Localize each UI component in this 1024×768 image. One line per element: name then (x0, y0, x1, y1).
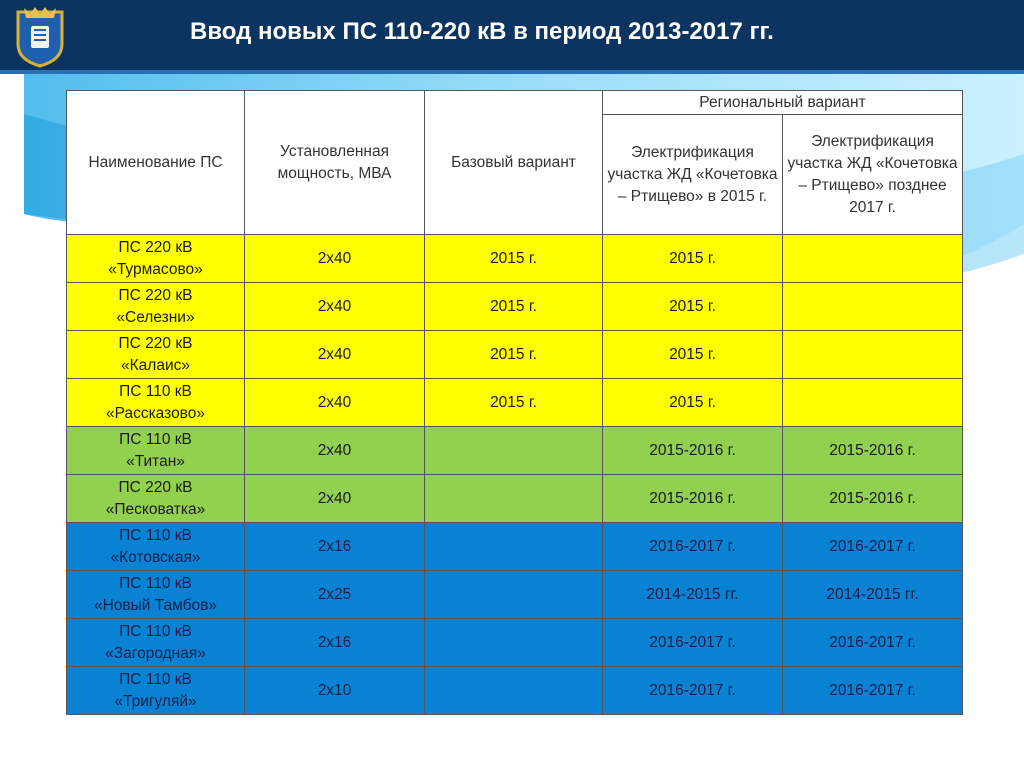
capacity-cell: 2х10 (245, 667, 425, 715)
base-cell (425, 475, 603, 523)
regional-2015-cell: 2016-2017 г. (603, 619, 783, 667)
regional-2015-cell: 2015 г. (603, 379, 783, 427)
regional-after-2017-cell: 2014-2015 гг. (783, 571, 963, 619)
regional-after-2017-cell (783, 283, 963, 331)
substation-name: ПС 220 кВ «Калаис» (67, 331, 245, 379)
substation-name: ПС 220 кВ «Песковатка» (67, 475, 245, 523)
table-row (67, 619, 963, 667)
regional-2015-cell: 2016-2017 г. (603, 523, 783, 571)
regional-after-2017-cell (783, 235, 963, 283)
regional-2015-cell: 2016-2017 г. (603, 667, 783, 715)
regional-2015-cell: 2015-2016 г. (603, 427, 783, 475)
capacity-cell: 2х40 (245, 475, 425, 523)
substation-name: ПС 110 кВ «Котовская» (67, 523, 245, 571)
substation-name: ПС 110 кВ «Новый Тамбов» (67, 571, 245, 619)
base-cell: 2015 г. (425, 283, 603, 331)
regional-2015-cell: 2015 г. (603, 283, 783, 331)
table-row (67, 235, 963, 283)
table-row (67, 571, 963, 619)
regional-after-2017-cell: 2016-2017 г. (783, 523, 963, 571)
table-row (67, 427, 963, 475)
regional-2015-cell: 2015-2016 г. (603, 475, 783, 523)
regional-after-2017-cell (783, 331, 963, 379)
substation-name: ПС 110 кВ «Титан» (67, 427, 245, 475)
header-regional: Региональный вариант (603, 91, 963, 115)
capacity-cell: 2х16 (245, 523, 425, 571)
regional-after-2017-cell: 2016-2017 г. (783, 667, 963, 715)
regional-after-2017-cell: 2016-2017 г. (783, 619, 963, 667)
base-cell: 2015 г. (425, 379, 603, 427)
regional-after-2017-cell: 2015-2016 г. (783, 475, 963, 523)
header-base: Базовый вариант (425, 91, 603, 235)
substation-name: ПС 220 кВ «Турмасово» (67, 235, 245, 283)
table-row (67, 523, 963, 571)
tambov-emblem-icon (14, 4, 66, 68)
substation-name: ПС 110 кВ «Тригуляй» (67, 667, 245, 715)
base-cell (425, 619, 603, 667)
regional-2015-cell: 2014-2015 гг. (603, 571, 783, 619)
capacity-cell: 2х40 (245, 283, 425, 331)
table-row (67, 379, 963, 427)
base-cell (425, 523, 603, 571)
base-cell (425, 427, 603, 475)
substation-name: ПС 220 кВ «Селезни» (67, 283, 245, 331)
base-cell (425, 571, 603, 619)
capacity-cell: 2х40 (245, 331, 425, 379)
capacity-cell: 2х40 (245, 427, 425, 475)
substations-table (66, 90, 963, 715)
slide-header (0, 0, 1024, 70)
header-regional-after-2017: Электрификация участка ЖД «Кочетовка – Ртищево» позднее 2017 г. (783, 115, 963, 235)
substation-name: ПС 110 кВ «Рассказово» (67, 379, 245, 427)
header-name: Наименование ПС (67, 91, 245, 235)
regional-after-2017-cell: 2015-2016 г. (783, 427, 963, 475)
capacity-cell: 2х40 (245, 235, 425, 283)
table-row (67, 331, 963, 379)
slide-title: Ввод новых ПС 110-220 кВ в период 2013-2017 гг. (190, 18, 774, 45)
header-capacity: Установленная мощность, МВА (245, 91, 425, 235)
table-row (67, 283, 963, 331)
regional-after-2017-cell (783, 379, 963, 427)
table-row (67, 475, 963, 523)
capacity-cell: 2х16 (245, 619, 425, 667)
base-cell: 2015 г. (425, 235, 603, 283)
capacity-cell: 2х25 (245, 571, 425, 619)
base-cell: 2015 г. (425, 331, 603, 379)
header-regional-2015: Электрификация участка ЖД «Кочетовка – Ртищево» в 2015 г. (603, 115, 783, 235)
base-cell (425, 667, 603, 715)
regional-2015-cell: 2015 г. (603, 235, 783, 283)
capacity-cell: 2х40 (245, 379, 425, 427)
regional-2015-cell: 2015 г. (603, 331, 783, 379)
substation-name: ПС 110 кВ «Загородная» (67, 619, 245, 667)
table-row (67, 667, 963, 715)
